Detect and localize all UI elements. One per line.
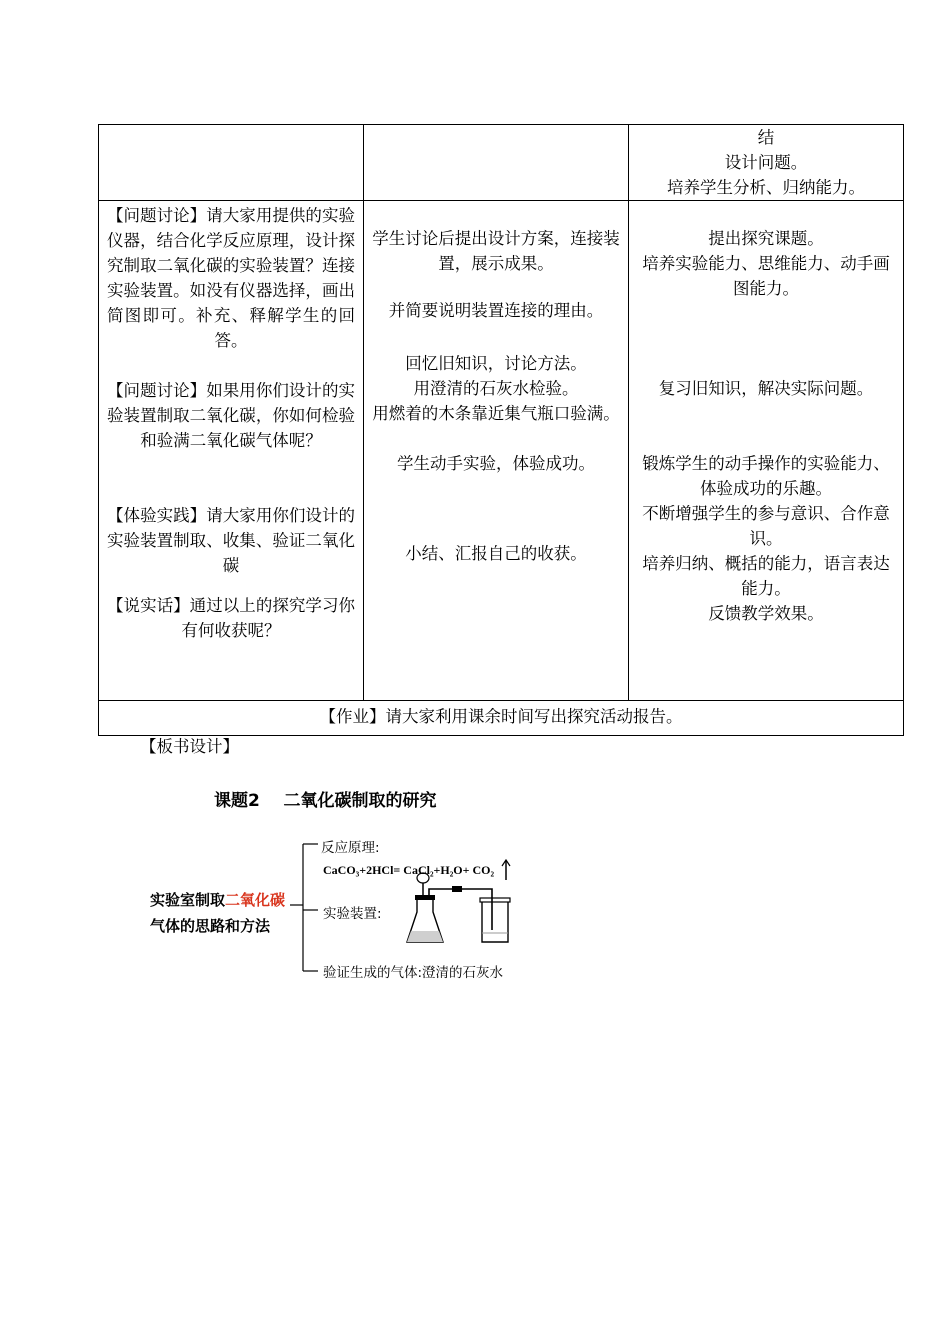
apparatus-icon — [402, 868, 532, 948]
branch-apparatus: 实验装置: — [323, 906, 382, 922]
student-answer: 学生动手实验，体验成功。 — [397, 454, 595, 473]
intent-text: 培养实验能力、思维能力、动手画图能力。 — [642, 254, 890, 298]
intent-text: 复习旧知识，解决实际问题。 — [658, 379, 874, 398]
cell-text: 设计问题。 — [724, 153, 808, 172]
intent-text: 培养归纳、概括的能力，语言表达能力。 — [642, 554, 890, 598]
student-answer: 并简要说明装置连接的理由。 — [388, 301, 604, 320]
student-answer: 用燃着的木条靠近集气瓶口验满。 — [372, 404, 620, 423]
table-cell — [629, 125, 904, 201]
intent-text: 不断增强学生的参与意识、合作意识。 — [642, 504, 890, 548]
table-row — [99, 201, 904, 701]
reaction-equation: CaCO₃+2HCl= CaCl₂+H₂O+ CO₂ — [323, 863, 495, 877]
board-diagram — [140, 830, 560, 990]
cell-text: 培养学生分析、归纳能力。 — [667, 178, 865, 197]
design-intent-cell — [629, 201, 904, 701]
table-row — [99, 701, 904, 736]
student-answer: 回忆旧知识，讨论方法。 — [405, 354, 587, 373]
intent-text: 提出探究课题。 — [708, 229, 824, 248]
table-cell — [99, 125, 364, 201]
caption-text: 气体的思路和方法 — [150, 917, 271, 935]
question-discussion-2: 【问题讨论】如果用你们设计的实验装置制取二氧化碳，你如何检验和验满二氧化碳气体呢？ — [107, 381, 355, 450]
student-answer: 用澄清的石灰水检验。 — [413, 379, 579, 398]
cell-text: 结 — [757, 128, 775, 147]
caption-highlight: 二氧化碳 — [225, 891, 286, 909]
student-answer: 小结、汇报自己的收获。 — [405, 544, 587, 563]
lesson-plan-table — [98, 124, 904, 736]
question-discussion-1: 【问题讨论】请大家用提供的实验仪器，结合化学反应原理，设计探究制取二氧化碳的实验装置？连接实验装置。如没有仪器选择，画出简图即可。补充、释解学生的回答。 — [107, 206, 355, 350]
student-answer: 学生讨论后提出设计方案，连接装置，展示成果。 — [372, 229, 620, 273]
homework-cell: 【作业】请大家利用课余时间写出探究活动报告。 — [99, 701, 904, 736]
student-activity-cell — [364, 201, 629, 701]
table-cell — [364, 125, 629, 201]
teacher-activity-cell — [99, 201, 364, 701]
branch-reaction-principle: 反应原理: — [321, 840, 380, 856]
board-title: 课题2 二氧化碳制取的研究 — [214, 791, 437, 811]
summary-prompt: 【说实话】通过以上的探究学习你有何收获呢？ — [107, 596, 355, 640]
table-row — [99, 125, 904, 201]
branch-verification: 验证生成的气体:澄清的石灰水 — [323, 965, 504, 981]
caption-text: 实验室制取 — [150, 891, 226, 909]
board-design-label: 【板书设计】 — [140, 737, 239, 756]
intent-text: 反馈教学效果。 — [708, 604, 824, 623]
intent-text: 锻炼学生的动手操作的实验能力、体验成功的乐趣。 — [642, 454, 890, 498]
practice-prompt: 【体验实践】请大家用你们设计的实验装置制取、收集、验证二氧化碳 — [107, 506, 355, 575]
